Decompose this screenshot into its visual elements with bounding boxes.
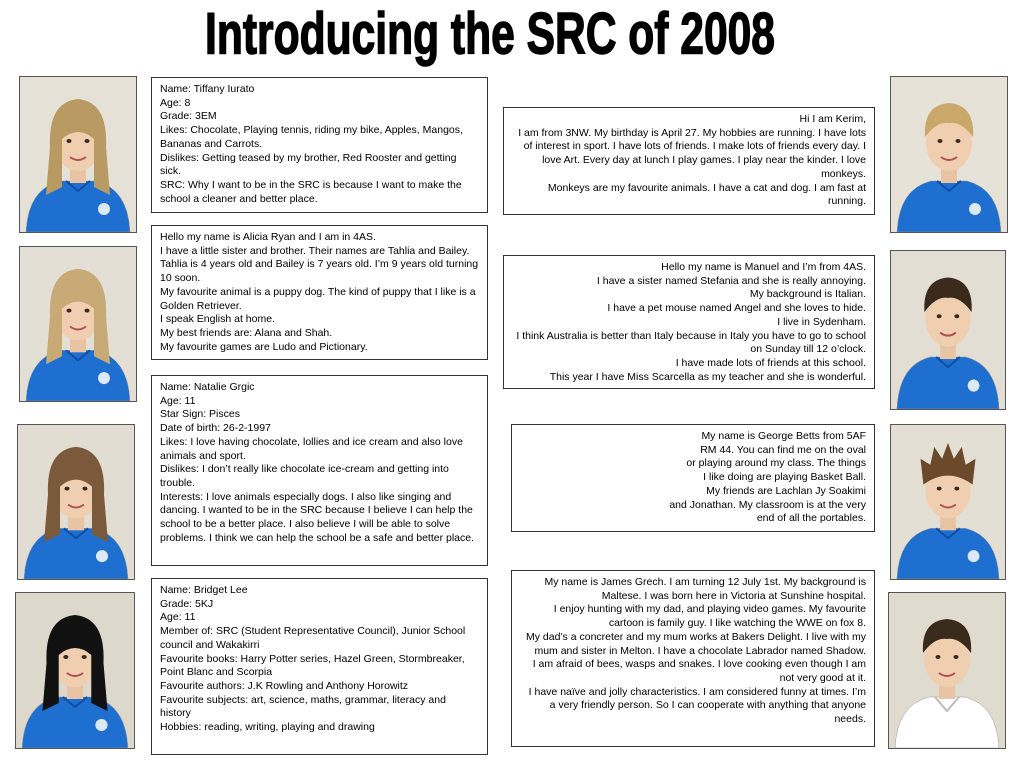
bio-line: My dad’s a concreter and my mum works at Bakers Delight. I live with my mum and sister in Melton. I have a chocolate Labrador named Shadow.: [525, 630, 866, 657]
bio-line: Member of: SRC (Student Representative Council), Junior School council and Wakakirri: [160, 625, 466, 651]
bio-line: I speak English at home.: [160, 313, 275, 326]
bio-line: Dislikes: I don’t really like chocolate ice-cream and getting into trouble.: [160, 463, 449, 489]
portrait-illustration: [891, 251, 1005, 409]
bio-line: Likes: I love having chocolate, lollies and ice cream and also love animals and sport.: [160, 435, 463, 462]
bio-line: Grade: 3EM: [160, 110, 217, 123]
bio-line: My name is George Betts from 5AF: [701, 430, 866, 442]
bio-line: Monkeys are my favourite animals. I have a cat and dog. I am fast at running.: [547, 181, 866, 208]
bio-line: I have a little sister and brother. Their names are Tahlia and Bailey. Tahlia is 4 years old and Bailey is 7 years old. I’m 9 years old turning 10 soon.: [160, 244, 479, 285]
portrait-illustration: [891, 425, 1005, 579]
bio-box-james: [511, 570, 875, 747]
bio-line: Hobbies: reading, writing, playing and drawing: [160, 721, 375, 734]
bio-line: Likes: Chocolate, Playing tennis, riding my bike, Apples, Mangos, Bananas and Carrots.: [160, 124, 463, 150]
bio-line: My friends are Lachlan Jy Soakimi: [706, 484, 866, 497]
bio-box-kerim: [503, 107, 875, 215]
portrait-illustration: [16, 593, 134, 748]
bio-box-natalie: [151, 375, 488, 566]
portrait-illustration: [20, 247, 136, 401]
bio-box-alicia: [151, 225, 488, 360]
portrait-illustration: [891, 77, 1007, 232]
bio-line: I enjoy hunting with my dad, and playing video games. My favourite cartoon is family guy. I like watching the WWE on fox 8.: [553, 603, 866, 630]
bio-line: I live in Sydenham.: [777, 315, 866, 328]
bio-line: My best friends are: Alana and Shah.: [160, 326, 333, 339]
student-photo-bridget: [15, 592, 135, 749]
bio-line: or playing around my class. The things: [686, 457, 866, 470]
bio-line: Age: 11: [160, 394, 196, 407]
student-photo-tiffany: [19, 76, 137, 233]
bio-line: Favourite subjects: art, science, maths, grammar, literacy and history: [160, 693, 446, 720]
student-photo-alicia: [19, 246, 137, 402]
student-photo-george: [890, 424, 1006, 580]
bio-line: I like doing are playing Basket Ball.: [703, 471, 866, 484]
bio-line: Favourite authors: J.K Rowling and Anthony Horowitz: [160, 679, 409, 692]
bio-line: Name: Natalie Grgic: [160, 381, 255, 393]
bio-line: Grade: 5KJ: [160, 597, 214, 610]
bio-line: Date of birth: 26-2-1997: [160, 422, 271, 435]
bio-line: SRC: Why I want to be in the SRC is because I want to make the school a cleaner and better place.: [160, 178, 462, 205]
bio-line: My favourite animal is a puppy dog. The kind of puppy that I like is a Golden Retriever.: [160, 285, 476, 312]
bio-line: My name is James Grech. I am turning 12 July 1st. My background is Maltese. I was born here in Victoria at Sunshine hospital.: [544, 576, 866, 602]
bio-line: Hello my name is Manuel and I’m from 4AS.: [661, 261, 866, 273]
student-photo-james: [888, 592, 1006, 749]
bio-box-bridget: [151, 578, 488, 755]
bio-line: Age: 11: [160, 611, 196, 624]
bio-line: I think Australia is better than Italy because in Italy you have to go to school on Sunday till 12 o’clock.: [516, 329, 866, 356]
bio-line: Hello my name is Alicia Ryan and I am in 4AS.: [160, 231, 376, 243]
page-title: [200, 4, 780, 74]
bio-line: I have made lots of friends at this school.: [675, 356, 866, 369]
bio-line: Age: 8: [160, 96, 191, 109]
bio-line: I have a sister named Stefania and she is really annoying.: [596, 274, 866, 287]
portrait-illustration: [889, 593, 1005, 748]
bio-line: Name: Bridget Lee: [160, 584, 248, 596]
bio-line: I have naïve and jolly characteristics. I am considered funny at times. I’m a very friendly person. So I can cooperate with anything that anyone needs.: [528, 685, 866, 726]
bio-line: Hi I am Kerim,: [799, 113, 866, 125]
student-photo-natalie: [17, 424, 135, 580]
bio-line: This year I have Miss Scarcella as my teacher and she is wonderful.: [549, 370, 866, 383]
title-text: Introducing the SRC of 2008: [204, 4, 775, 67]
bio-line: I have a pet mouse named Angel and she loves to hide.: [607, 302, 866, 315]
bio-line: My background is Italian.: [749, 288, 866, 301]
bio-line: I am from 3NW. My birthday is April 27. My hobbies are running. I have lots of interest in sport. I have lots of friends. I make lots of friends every day. I love Art. Every day at lunch I play games. I play near the kinder. I love monkeys.: [518, 126, 866, 180]
bio-line: end of all the portables.: [756, 512, 866, 525]
bio-line: Interests: I love animals especially dogs. I also like singing and dancing. I wanted to be in the SRC because I believe I can help the school to be a better place. I also believe I will be able to solve problems. I think we can help the school be a safe and better place.: [160, 490, 475, 544]
bio-box-george: [511, 424, 875, 532]
bio-line: Name: Tiffany Iurato: [160, 83, 255, 95]
portrait-illustration: [18, 425, 134, 579]
bio-line: Star Sign: Pisces: [160, 408, 240, 421]
bio-box-manuel: [503, 255, 875, 389]
bio-line: I am afraid of bees, wasps and snakes. I love cooking even though I am not very good at it.: [532, 658, 866, 684]
portrait-illustration: [20, 77, 136, 232]
bio-line: RM 44. You can find me on the oval: [700, 443, 866, 456]
bio-line: My favourite games are Ludo and Pictionary.: [160, 340, 368, 353]
bio-line: Favourite books: Harry Potter series, Hazel Green, Stormbreaker, Point Blanc and Scorpia: [160, 652, 465, 679]
student-photo-kerim: [890, 76, 1008, 233]
bio-box-tiffany: [151, 77, 488, 213]
bio-line: Dislikes: Getting teased by my brother, Red Rooster and getting sick.: [160, 151, 457, 178]
student-photo-manuel: [890, 250, 1006, 410]
bio-line: and Jonathan. My classroom is at the very: [669, 498, 866, 511]
